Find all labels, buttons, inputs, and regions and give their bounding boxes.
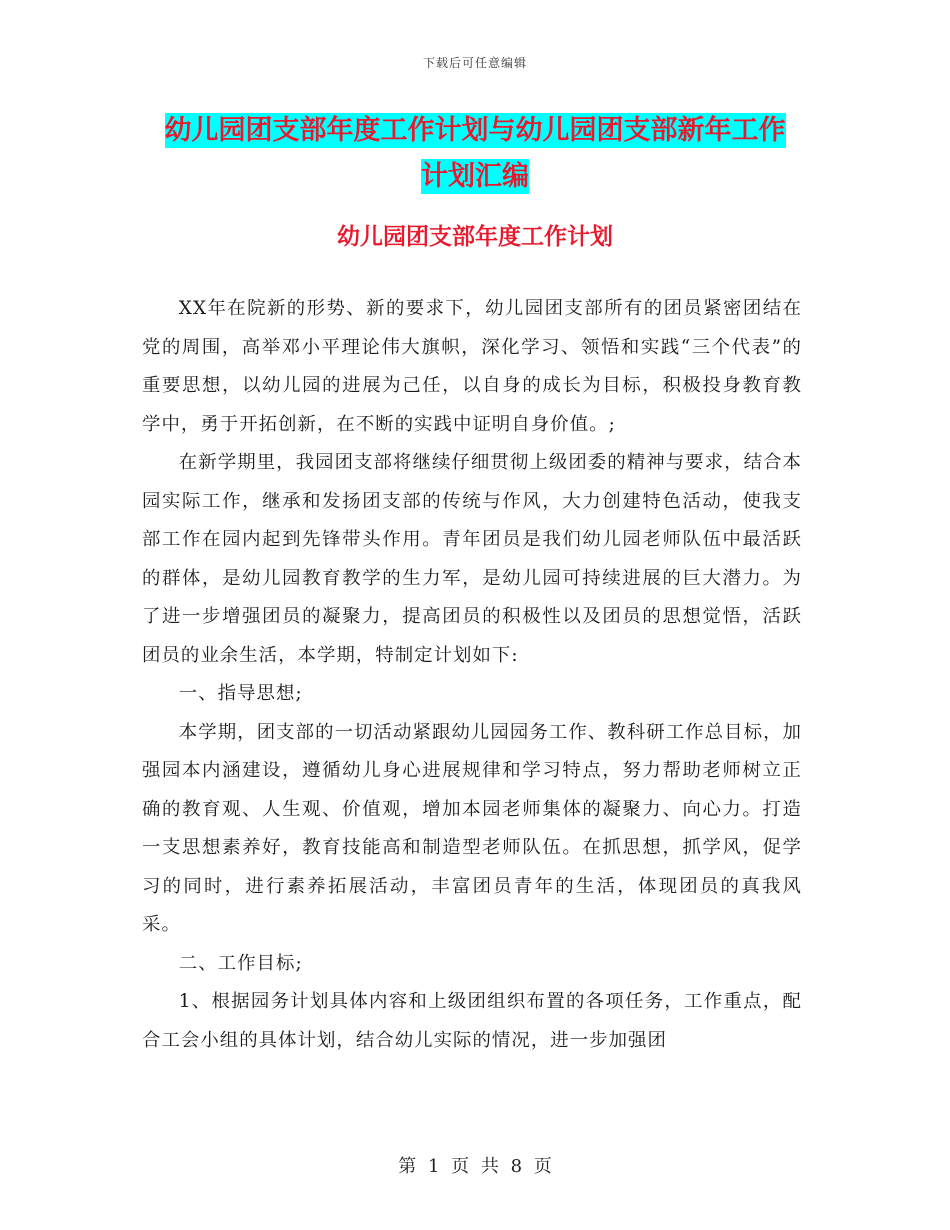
paragraph: XX年在院新的形势、新的要求下，幼儿园团支部所有的团员紧密团结在党的周围，高举邓小平理论伟大旗帜，深化学习、领悟和实践“三个代表”的重要思想，以幼儿园的进展为己任，以自身的成长为目标，积极投身教育教学中，勇于开拓创新，在不断的实践中证明自身价值。; bbox=[142, 298, 802, 435]
paragraph-heading: 一、指导思想; bbox=[178, 683, 303, 704]
paragraph-heading: 二、工作目标; bbox=[178, 952, 303, 974]
document-title-line2: 计划汇编 bbox=[421, 161, 529, 192]
paragraph: 本学期，团支部的一切活动紧跟幼儿园园务工作、教科研工作总目标，加强园本内涵建设，遵循幼儿身心进展规律和学习特点，努力帮助老师树立正确的教育观、人生观、价值观，增加本园老师集体的凝聚力、向心力。打造一支思想素养好，教育技能高和制造型老师队伍。在抓思想，抓学风，促学习的同时，进行素养拓展活动，丰富团员青年的生活，体现团员的真我风采。 bbox=[142, 721, 802, 935]
paragraph: 在新学期里，我园团支部将继续仔细贯彻上级团委的精神与要求，结合本园实际工作，继承和发扬团支部的传统与作风，大力创建特色活动，使我支部工作在园内起到先锋带头作用。青年团员是我们幼儿园老师队伍中最活跃的群体，是幼儿园教育教学的生力军，是幼儿园可持续进展的巨大潜力。为了进一步增强团员的凝聚力，提高团员的积极性以及团员的思想觉悟，活跃团员的业余生活，本学期，特制定计划如下: bbox=[142, 452, 802, 666]
header-note: 下载后可任意编辑 bbox=[422, 56, 527, 70]
paragraph: 1、根据园务计划具体内容和上级团组织布置的各项任务，工作重点，配合工会小组的具体计划，结合幼儿实际的情况，进一步加强团 bbox=[142, 991, 802, 1051]
document-title-line1: 幼儿园团支部年度工作计划与幼儿园团支部新年工作 bbox=[164, 115, 786, 146]
section-title: 幼儿园团支部年度工作计划 bbox=[337, 224, 613, 250]
document-body bbox=[142, 290, 802, 1060]
page-footer: 第 1 页 共 8 页 bbox=[398, 1156, 552, 1177]
document-title bbox=[140, 108, 810, 200]
